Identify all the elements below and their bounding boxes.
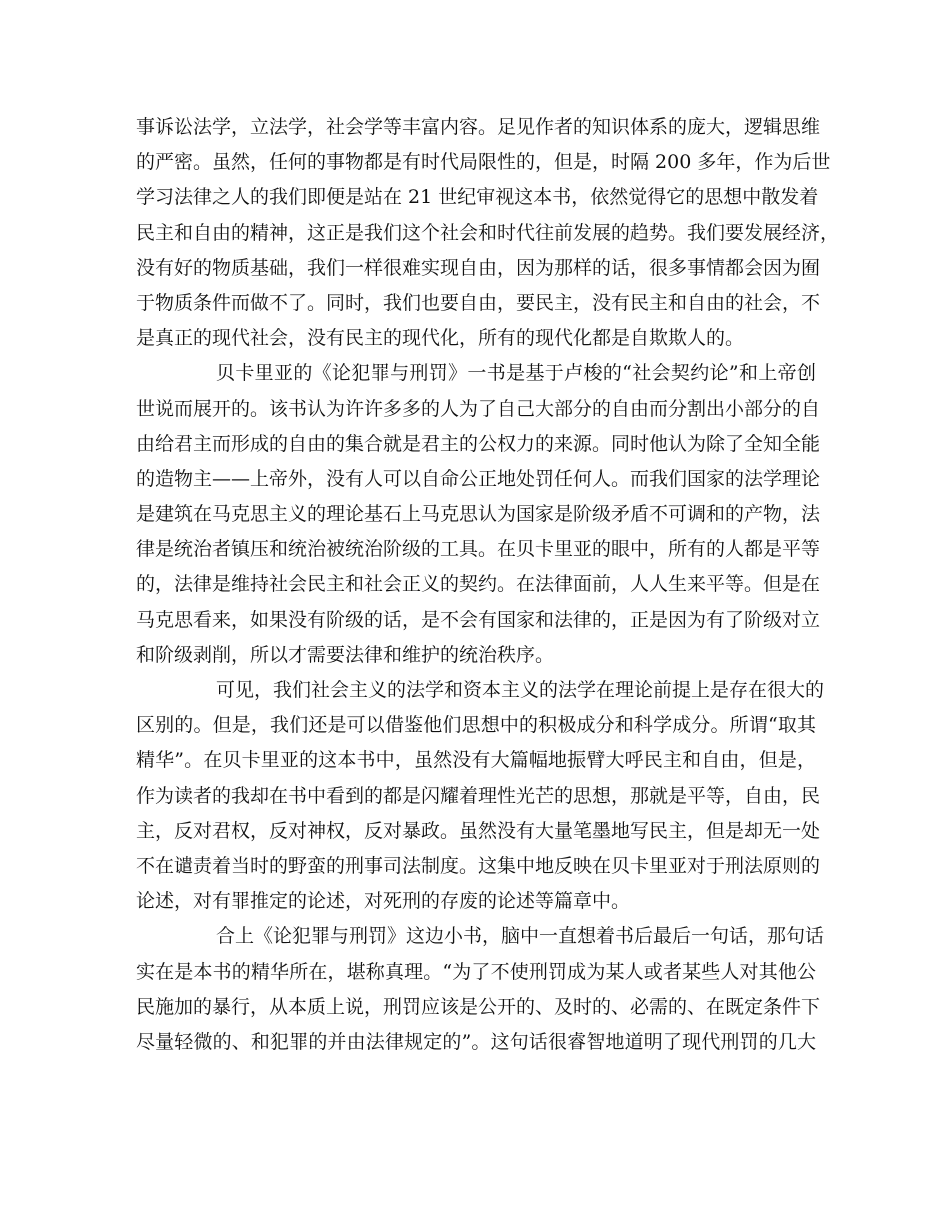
text-line: 尽量轻微的、和犯罪的并由法律规定的”。这句话很睿智地道明了现代刑罚的几大 [136,1030,816,1053]
text-line: 论述，对有罪推定的论述，对死刑的存废的论述等篇章中。 [136,890,631,913]
text-line: 精华”。在贝卡里亚的这本书中，虽然没有大篇幅地振臂大呼民主和自由，但是， [136,749,816,772]
text-line: 的，法律是维持社会民主和社会正义的契约。在法律面前，人人生来平等。但是在 [136,573,821,596]
text-line: 民施加的暴行，从本质上说，刑罚应该是公开的、及时的、必需的、在既定条件下 [136,995,821,1018]
paragraph [136,673,825,919]
paragraph [136,110,840,356]
text-line: 民主和自由的精神，这正是我们这个社会和时代往前发展的趋势。我们要发展经济， [136,221,840,244]
text-line: 作为读者的我却在书中看到的都是闪耀着理性光芒的思想，那就是平等，自由，民 [136,784,821,807]
text-line: 合上《论犯罪与刑罚》这边小书，脑中一直想着书后最后一句话，那句话 [216,925,825,948]
text-line: 没有好的物质基础，我们一样很难实现自由，因为那样的话，很多事情都会因为囿 [136,256,821,279]
text-line: 区别的。但是，我们还是可以借鉴他们思想中的积极成分和科学成分。所谓“取其 [136,714,816,737]
text-line: 律是统治者镇压和统治被统治阶级的工具。在贝卡里亚的眼中，所有的人都是平等 [136,538,821,561]
text-line: 是真正的现代社会，没有民主的现代化，所有的现代化都是自欺欺人的。 [136,327,745,350]
text-line: 世说而展开的。该书认为许许多多的人为了自己大部分的自由而分割出小部分的自 [136,397,821,420]
text-line: 于物质条件而做不了。同时，我们也要自由，要民主，没有民主和自由的社会，不 [136,291,821,314]
text-line: 马克思看来，如果没有阶级的话，是不会有国家和法律的，正是因为有了阶级对立 [136,608,821,631]
text-line: 主，反对君权，反对神权，反对暴政。虽然没有大量笔墨地写民主，但是却无一处 [136,819,821,842]
text-line: 学习法律之人的我们即便是站在 21 世纪审视这本书，依然觉得它的思想中散发着 [136,186,819,209]
text-line: 的造物主——上帝外，没有人可以自命公正地处罚任何人。而我们国家的法学理论 [136,467,821,490]
document-body [136,110,840,1060]
text-line: 实在是本书的精华所在，堪称真理。“为了不使刑罚成为某人或者某些人对其他公 [136,960,816,983]
text-line: 是建筑在马克思主义的理论基石上马克思认为国家是阶级矛盾不可调和的产物，法 [136,503,821,526]
text-line: 贝卡里亚的《论犯罪与刑罚》一书是基于卢梭的“社会契约论”和上帝创 [216,362,816,385]
text-line: 不在谴责着当时的野蛮的刑事司法制度。这集中地反映在贝卡里亚对于刑法原则的 [136,854,821,877]
text-line: 由给君主而形成的自由的集合就是君主的公权力的来源。同时他认为除了全知全能 [136,432,821,455]
text-line: 的严密。虽然，任何的事物都是有时代局限性的，但是，时隔 200 多年，作为后世 [136,151,831,174]
text-line: 事诉讼法学，立法学，社会学等丰富内容。足见作者的知识体系的庞大，逻辑思维 [136,116,821,138]
text-line: 和阶级剥削，所以才需要法律和维护的统治秩序。 [136,643,555,666]
paragraph [136,919,825,1060]
text-line: 可见，我们社会主义的法学和资本主义的法学在理论前提上是存在很大的 [216,679,825,701]
paragraph [136,356,821,673]
